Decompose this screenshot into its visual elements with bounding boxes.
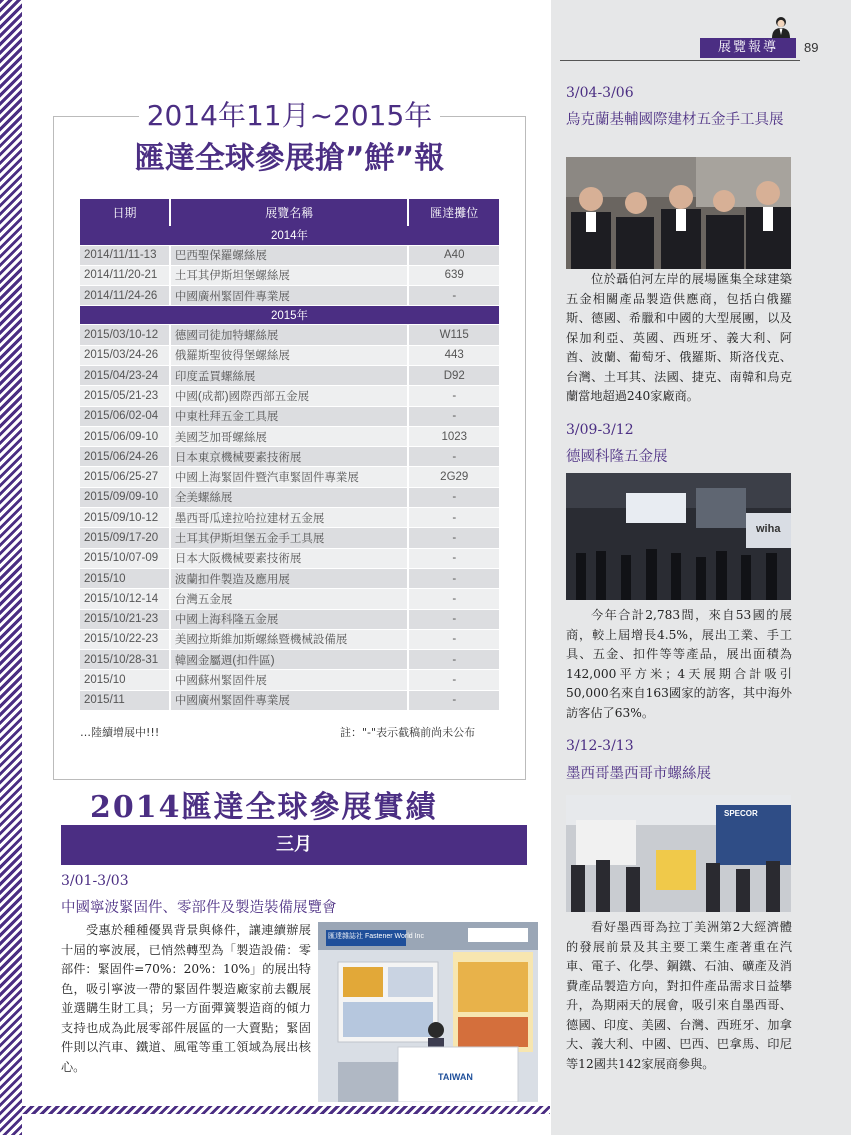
cell-exhibition: 印度孟買螺絲展 <box>170 365 409 385</box>
entry-text: 受惠於種種優異背景與條件，讓連續辦展十屆的寧波展，已悄然轉型為「製造設備：零部件：緊固件=70%：20%：10%」的展出特色，吸引寧波一帶的緊固件製造廠家前去觀展並選購生財工具；另一方面彈簧製造商的傾力支持也成為此展零部件展區的一大賣點；緊固件則以汽車、鐵道、風電等重工領域為展出核心。 <box>61 923 311 1074</box>
entry-title: 德國科隆五金展 <box>566 449 668 465</box>
table-row <box>80 245 500 265</box>
news-box-title-line2: 匯達全球參展搶”鮮”報 <box>134 141 445 176</box>
cell-booth: 639 <box>408 265 500 285</box>
table-row <box>80 406 500 426</box>
photo-sign-text: SPECOR <box>724 809 758 818</box>
table-row <box>80 265 500 285</box>
cell-date: 2015/05/21-23 <box>80 386 170 406</box>
table-row <box>80 386 500 406</box>
cell-exhibition: 俄羅斯聖彼得堡螺絲展 <box>170 345 409 365</box>
cell-exhibition: 美國芝加哥螺絲展 <box>170 426 409 446</box>
bottom-decorative-stripe <box>22 1106 550 1114</box>
cell-date: 2015/10/28-31 <box>80 650 170 670</box>
entry-date: 3/04-3/06 <box>566 85 634 101</box>
entry-text: 位於聶伯河左岸的展場匯集全球建築五金相關產品製造供應商，包括白俄羅斯、德國、希臘和中國的大型展團，以及保加利亞、英國、西班牙、義大利、阿酋、波蘭、葡萄牙、俄羅斯、斯洛伐克、台灣、土耳其、法國、捷克、南韓和烏克蘭當地超過240家廠商。 <box>566 272 792 403</box>
cell-booth: 1023 <box>408 426 500 446</box>
cologne-hall-photo <box>566 473 791 600</box>
cell-exhibition: 日本大阪機械要素技術展 <box>170 548 409 568</box>
table-row <box>80 447 500 467</box>
table-row <box>80 286 500 306</box>
cell-exhibition: 中國上海緊固件暨汽車緊固件專業展 <box>170 467 409 487</box>
cell-date: 2015/09/10-12 <box>80 508 170 528</box>
table-row <box>80 487 500 507</box>
table-row <box>80 508 500 528</box>
person-icon <box>770 16 792 38</box>
year-label: 2015年 <box>80 306 500 325</box>
cell-booth: - <box>408 406 500 426</box>
column-header-date: 日期 <box>80 199 170 226</box>
cell-booth: - <box>408 609 500 629</box>
cell-exhibition: 中國蘇州緊固件展 <box>170 670 409 690</box>
exhibition-schedule-table <box>80 199 501 711</box>
cell-booth: - <box>408 487 500 507</box>
footnote-dash-meaning: 註："-"表示截稿前尚未公布 <box>340 726 476 739</box>
table-row <box>80 325 500 345</box>
news-box-title-line1: 2014年11月~2015年 <box>139 96 441 136</box>
cell-booth: - <box>408 650 500 670</box>
cell-booth: - <box>408 447 500 467</box>
section-header-label: 展覽報導 <box>700 38 796 58</box>
kiev-visitors-photo <box>566 157 791 269</box>
cell-exhibition: 全美螺絲展 <box>170 487 409 507</box>
year-divider-row <box>80 306 500 325</box>
cell-exhibition: 波蘭扣件製造及應用展 <box>170 568 409 588</box>
mexico-hall-photo <box>566 795 791 912</box>
cell-date: 2015/06/09-10 <box>80 426 170 446</box>
table-body <box>80 226 500 711</box>
cell-exhibition: 中國(成都)國際西部五金展 <box>170 386 409 406</box>
table-row <box>80 426 500 446</box>
cell-exhibition: 德國司徒加特螺絲展 <box>170 325 409 345</box>
entry-date: 3/01-3/03 <box>61 873 129 889</box>
cell-date: 2015/09/17-20 <box>80 528 170 548</box>
table-row <box>80 568 500 588</box>
cell-booth: 443 <box>408 345 500 365</box>
cell-booth: - <box>408 690 500 710</box>
cell-booth: - <box>408 528 500 548</box>
cell-date: 2015/10 <box>80 568 170 588</box>
cell-date: 2014/11/24-26 <box>80 286 170 306</box>
column-header-exhibition: 展覽名稱 <box>170 199 409 226</box>
header-rule <box>560 60 800 61</box>
footnote-more-shows: …陸續增展中!!! <box>80 726 160 739</box>
section-title-2014-results: 2014匯達全球參展實績 <box>90 790 438 825</box>
cell-date: 2015/03/10-12 <box>80 325 170 345</box>
cell-date: 2014/11/20-21 <box>80 265 170 285</box>
table-header-row <box>80 199 500 226</box>
cell-booth: D92 <box>408 365 500 385</box>
cell-date: 2015/09/09-10 <box>80 487 170 507</box>
cell-booth: - <box>408 386 500 406</box>
column-header-booth: 匯達攤位 <box>408 199 500 226</box>
cell-booth: A40 <box>408 245 500 265</box>
entry-text: 今年合計2,783間，來自53國的展商，較上屆增長4.5%，展出工業、手工具、五金、扣件等等產品，展出面積為142,000平方米；4天展期合計吸引50,000名來自163國家的訪客，其中海外訪客佔了63%。 <box>566 608 792 720</box>
cell-date: 2015/10 <box>80 670 170 690</box>
news-box-title <box>53 96 526 180</box>
cell-date: 2015/03/24-26 <box>80 345 170 365</box>
cell-exhibition: 美國拉斯維加斯螺絲暨機械設備展 <box>170 629 409 649</box>
table-row <box>80 548 500 568</box>
cell-exhibition: 土耳其伊斯坦堡五金手工具展 <box>170 528 409 548</box>
entry-title: 中國寧波緊固件、零部件及製造裝備展覽會 <box>61 900 337 916</box>
entry-text: 看好墨西哥為拉丁美洲第2大經濟體的發展前景及其主要工業生產著重在汽車、電子、化學、鋼鐵、石油、礦產及消費產品製造方向，對扣件產品需求日益攀升，為期兩天的展會，吸引來自墨西哥、德國、印度、美國、台灣、西班牙、加拿大、義大利、中國、巴西、巴拿馬、印尼等12國共142家展商參與。 <box>566 920 792 1071</box>
cell-booth: - <box>408 589 500 609</box>
cell-date: 2015/10/07-09 <box>80 548 170 568</box>
table-row <box>80 629 500 649</box>
entry-date: 3/12-3/13 <box>566 738 634 754</box>
cell-date: 2015/10/21-23 <box>80 609 170 629</box>
ningbo-booth-photo <box>318 922 538 1102</box>
cell-date: 2014/11/11-13 <box>80 245 170 265</box>
table-row <box>80 609 500 629</box>
table-row <box>80 670 500 690</box>
photo-sign-text: wiha <box>756 523 781 535</box>
cell-date: 2015/06/25-27 <box>80 467 170 487</box>
table-row <box>80 650 500 670</box>
cell-exhibition: 墨西哥瓜達拉哈拉建材五金展 <box>170 508 409 528</box>
photo-logo-text: TAIWAN <box>438 1072 473 1082</box>
table-row <box>80 365 500 385</box>
table-row <box>80 467 500 487</box>
month-bar-march: 三月 <box>61 825 527 865</box>
year-divider-row <box>80 226 500 245</box>
cell-date: 2015/11 <box>80 690 170 710</box>
cell-date: 2015/10/22-23 <box>80 629 170 649</box>
cell-booth: - <box>408 286 500 306</box>
cell-date: 2015/06/02-04 <box>80 406 170 426</box>
year-label: 2014年 <box>80 226 500 245</box>
cell-exhibition: 中國廣州緊固件專業展 <box>170 690 409 710</box>
cell-exhibition: 韓國金屬週(扣件區) <box>170 650 409 670</box>
cell-booth: - <box>408 629 500 649</box>
cell-booth: - <box>408 670 500 690</box>
cell-exhibition: 土耳其伊斯坦堡螺絲展 <box>170 265 409 285</box>
cell-date: 2015/06/24-26 <box>80 447 170 467</box>
cell-exhibition: 中國廣州緊固件專業展 <box>170 286 409 306</box>
cell-booth: - <box>408 568 500 588</box>
table-row <box>80 345 500 365</box>
cell-booth: - <box>408 508 500 528</box>
photo-sign-text: 匯達雜誌社 Fastener World Inc <box>328 933 424 940</box>
page-number: 89 <box>804 40 819 55</box>
entry-date: 3/09-3/12 <box>566 422 634 438</box>
cell-date: 2015/04/23-24 <box>80 365 170 385</box>
cell-booth: W115 <box>408 325 500 345</box>
cell-booth: 2G29 <box>408 467 500 487</box>
table-row <box>80 528 500 548</box>
entry-title: 墨西哥墨西哥市螺絲展 <box>566 766 711 782</box>
cell-exhibition: 台灣五金展 <box>170 589 409 609</box>
entry-title: 烏克蘭基輔國際建材五金手工具展 <box>566 112 784 128</box>
cell-exhibition: 中東杜拜五金工具展 <box>170 406 409 426</box>
table-row <box>80 690 500 710</box>
left-decorative-stripe <box>0 0 22 1135</box>
cell-exhibition: 日本東京機械要素技術展 <box>170 447 409 467</box>
cell-exhibition: 中國上海科隆五金展 <box>170 609 409 629</box>
cell-booth: - <box>408 548 500 568</box>
cell-date: 2015/10/12-14 <box>80 589 170 609</box>
cell-exhibition: 巴西聖保羅螺絲展 <box>170 245 409 265</box>
table-row <box>80 589 500 609</box>
